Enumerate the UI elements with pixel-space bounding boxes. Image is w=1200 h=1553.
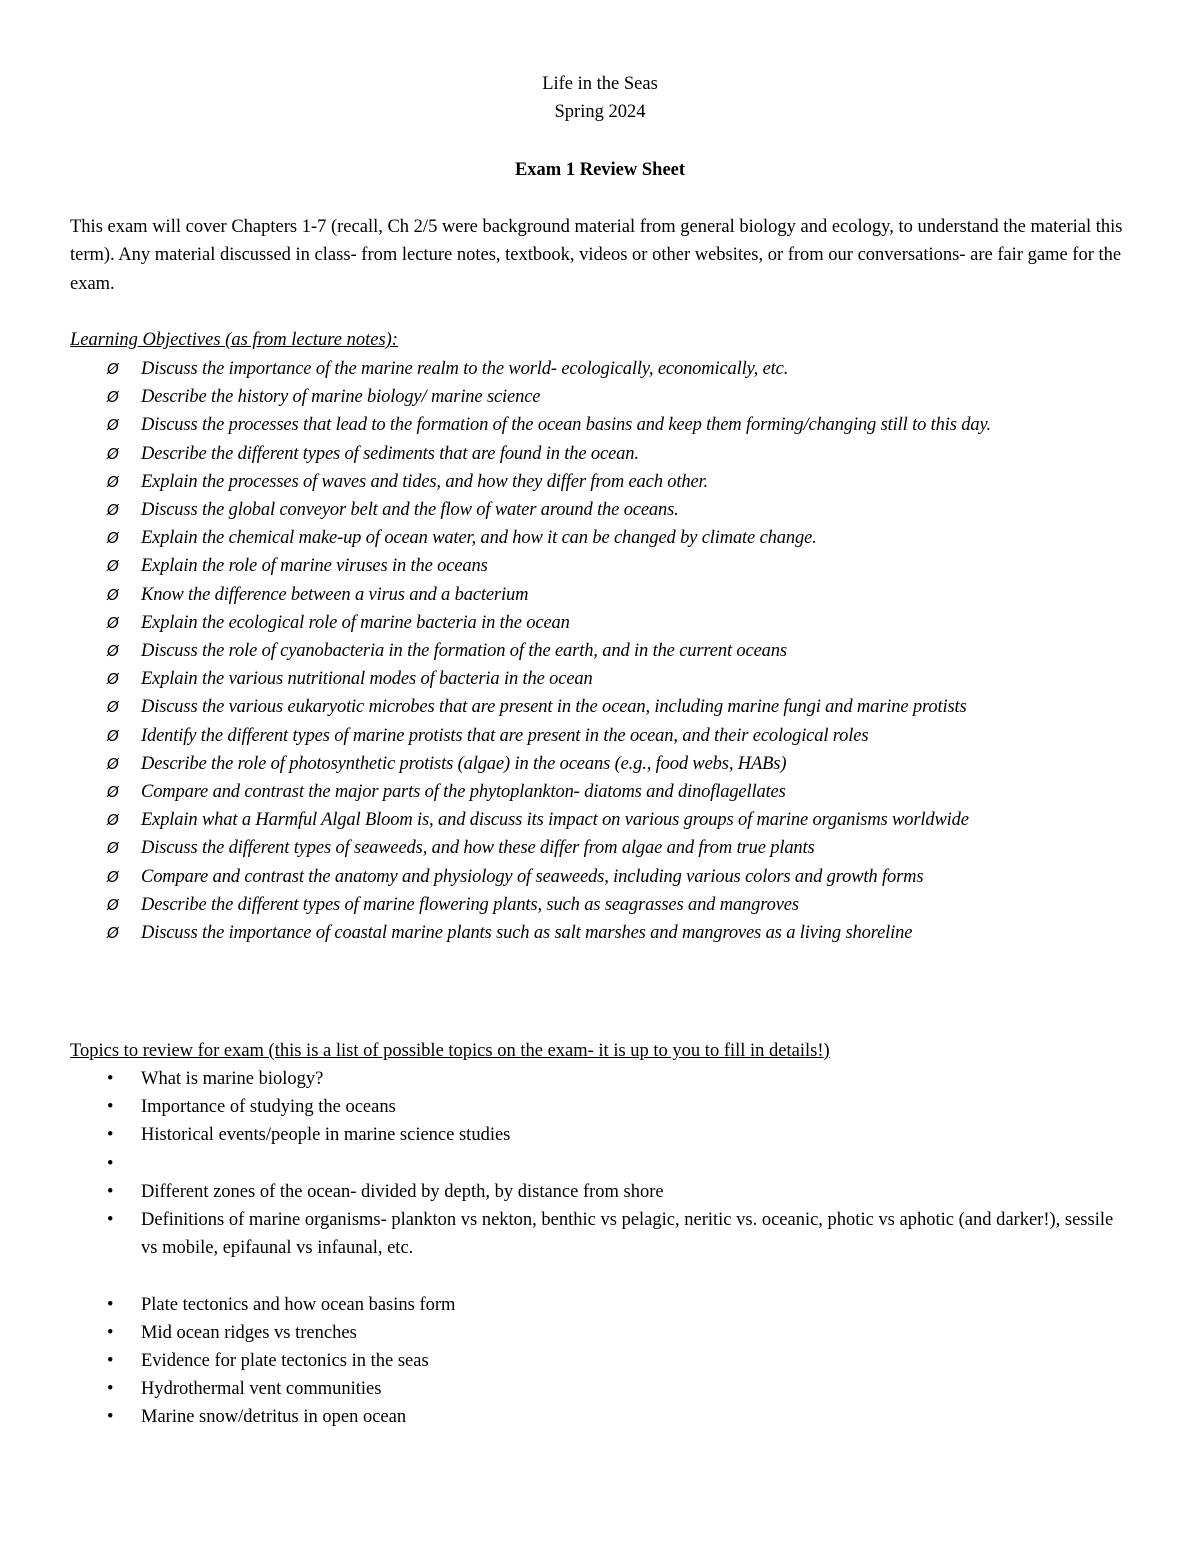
objective-item [70,552,1150,580]
arrow-bullet-icon: Ø [107,501,119,520]
objective-text: Discuss the importance of the marine realm to the world- ecologically, economically, etc. [141,359,789,379]
objective-item [70,581,1150,609]
arrow-bullet-icon: Ø [107,585,119,604]
arrow-bullet-icon: Ø [107,613,119,632]
arrow-bullet-icon: Ø [107,783,119,802]
arrow-bullet-icon: Ø [107,388,119,407]
topic-text: Definitions of marine organisms- plankton vs nekton, benthic vs pelagic, neritic vs. oceanic, photic vs aphotic (and darker!), sessile vs mobile, epifaunal vs infaunal, etc. [141,1210,1114,1259]
bullet-icon: • [107,1322,114,1343]
objective-text: Discuss the importance of coastal marine plants such as salt marshes and mangroves as a living shoreline [141,923,913,944]
bullet-icon: • [107,1294,114,1315]
objective-text: Identify the different types of marine protists that are present in the ocean, and their ecological roles [141,725,869,746]
objective-item [70,834,1150,862]
topic-item [70,1065,1130,1093]
arrow-bullet-icon: Ø [107,557,119,576]
objective-item [70,891,1150,919]
objectives-list [70,355,1150,947]
arrow-bullet-icon: Ø [107,839,119,858]
topic-item [70,1347,1130,1375]
objective-text: Explain what a Harmful Algal Bloom is, and discuss its impact on various groups of marine organisms worldwide [141,810,969,831]
page-title: Exam 1 Review Sheet [514,160,686,180]
topic-item [70,1150,1130,1178]
bullet-icon: • [107,1351,114,1371]
objective-item [70,722,1150,750]
course-name: Life in the Seas [542,74,658,94]
topic-item [70,1206,1130,1262]
topic-text: What is marine biology? [141,1069,324,1089]
arrow-bullet-icon: Ø [107,416,119,435]
objective-item [70,863,1150,891]
topic-text: Importance of studying the oceans [141,1097,396,1118]
objective-item [70,383,1150,411]
topic-text: Historical events/people in marine science studies [141,1125,511,1146]
objective-item [70,693,1150,721]
document-header [0,70,1200,126]
objective-text: Explain the ecological role of marine bacteria in the ocean [141,612,570,633]
arrow-bullet-icon: Ø [107,472,119,491]
objective-item [70,665,1150,693]
arrow-bullet-icon: Ø [107,867,119,886]
objective-text: Discuss the different types of seaweeds, and how these differ from algae and from true plants [141,838,815,859]
topic-item [70,1403,1130,1431]
bullet-icon: • [107,1069,114,1089]
objective-item [70,919,1150,947]
objective-text: Know the difference between a virus and a bacterium [141,584,529,605]
bullet-icon: • [107,1407,114,1428]
objective-text: Describe the different types of sediments that are found in the ocean. [141,443,639,464]
term: Spring 2024 [554,102,646,122]
objective-text: Discuss the various eukaryotic microbes that are present in the ocean, including marine fungi and marine protists [141,697,967,718]
objective-text: Discuss the global conveyor belt and the flow of water around the oceans. [141,500,679,521]
intro-paragraph: This exam will cover Chapters 1-7 (recall, Ch 2/5 were background material from general biology and ecology, to understand the material this term). Any material discussed in class- from lecture notes, textbook, videos or other websites, or from our conversations- are fair game for the exam. [70,217,1123,294]
arrow-bullet-icon: Ø [107,895,119,914]
objective-text: Explain the various nutritional modes of bacteria in the ocean [141,669,593,690]
topic-item [70,1291,1130,1319]
objective-text: Compare and contrast the anatomy and physiology of seaweeds, including various colors and growth forms [141,866,924,887]
arrow-bullet-icon: Ø [107,726,119,745]
objective-item [70,806,1150,834]
objective-text: Describe the role of photosynthetic protists (algae) in the oceans (e.g., food webs, HABs) [141,753,787,774]
list-spacer [70,1262,1130,1290]
topic-text: Mid ocean ridges vs trenches [141,1322,357,1343]
objective-text: Describe the history of marine biology/ marine science [141,387,541,408]
topic-item [70,1319,1130,1347]
objective-item [70,750,1150,778]
arrow-bullet-icon: Ø [107,444,119,463]
objective-item [70,637,1150,665]
objective-text: Explain the chemical make-up of ocean water, and how it can be changed by climate change. [141,528,817,549]
arrow-bullet-icon: Ø [107,754,119,773]
bullet-icon: • [107,1379,114,1400]
objective-text: Discuss the role of cyanobacteria in the formation of the earth, and in the current oceans [141,641,787,662]
bullet-icon: • [107,1181,114,1202]
objective-item [70,355,1150,383]
objective-item [70,468,1150,496]
bullet-icon: • [107,1097,114,1118]
topic-item [70,1121,1130,1149]
arrow-bullet-icon: Ø [107,642,119,661]
topic-text: Hydrothermal vent communities [141,1379,382,1400]
arrow-bullet-icon: Ø [107,811,119,830]
arrow-bullet-icon: Ø [107,529,119,548]
topic-text: Marine snow/detritus in open ocean [141,1407,407,1428]
topic-item [70,1178,1130,1206]
topic-item [70,1093,1130,1121]
objective-item [70,440,1150,468]
topic-text: Plate tectonics and how ocean basins form [141,1294,456,1315]
objective-item [70,609,1150,637]
topic-item [70,1375,1130,1403]
arrow-bullet-icon: Ø [107,698,119,717]
objective-text: Describe the different types of marine flowering plants, such as seagrasses and mangroves [141,894,799,915]
objective-item [70,524,1150,552]
objective-item [70,411,1150,439]
topics-heading: Topics to review for exam (this is a list of possible topics on the exam- it is up to you to fill in details!) [70,1041,830,1061]
objective-item [70,496,1150,524]
bullet-icon: • [107,1125,114,1146]
arrow-bullet-icon: Ø [107,924,119,943]
objective-item [70,778,1150,806]
bullet-icon: • [107,1210,114,1230]
bullet-icon: • [107,1153,114,1174]
topic-text: Different zones of the ocean- divided by depth, by distance from shore [141,1181,664,1202]
objective-text: Discuss the processes that lead to the formation of the ocean basins and keep them forming/changing still to this day. [141,415,992,436]
topic-text: Evidence for plate tectonics in the seas [141,1351,429,1371]
arrow-bullet-icon: Ø [107,670,119,689]
topics-list [70,1065,1130,1432]
arrow-bullet-icon: Ø [107,360,119,378]
objective-text: Compare and contrast the major parts of the phytoplankton- diatoms and dinoflagellates [141,782,786,803]
objective-text: Explain the role of marine viruses in the oceans [141,556,488,577]
objectives-heading: Learning Objectives (as from lecture notes): [70,330,398,350]
objective-text: Explain the processes of waves and tides, and how they differ from each other. [141,471,709,492]
